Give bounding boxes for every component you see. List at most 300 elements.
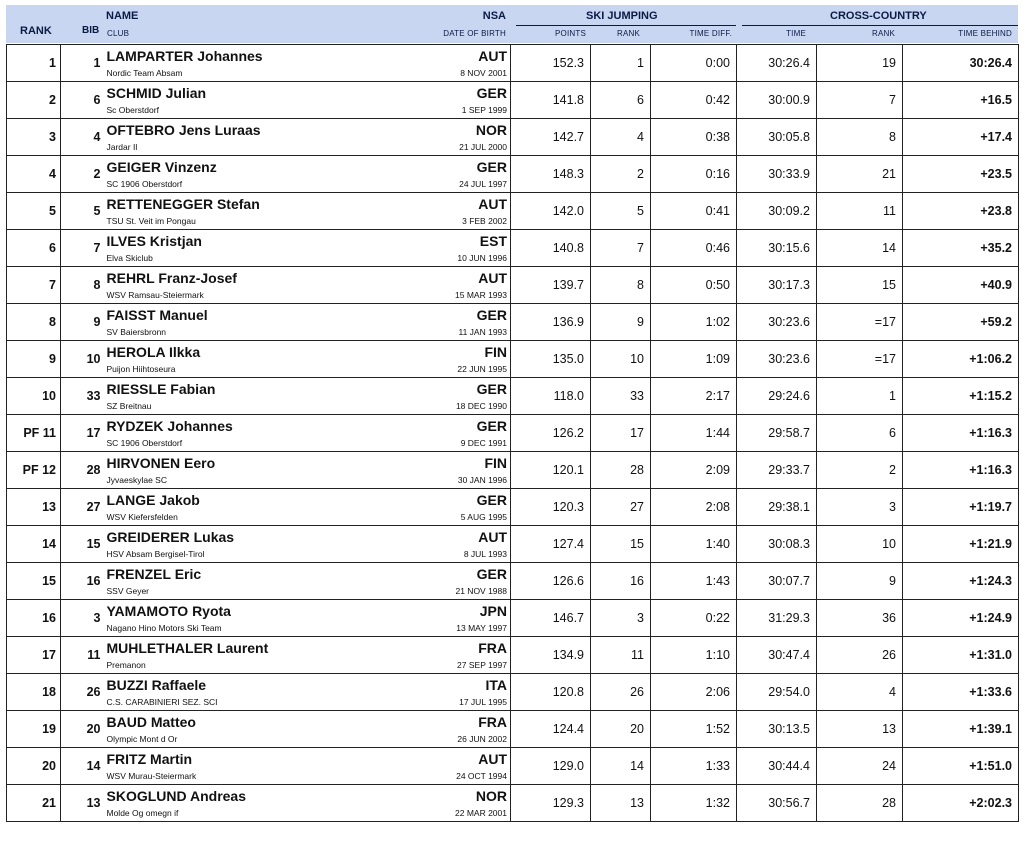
athlete-name: RYDZEK Johannes	[106, 418, 233, 434]
athlete-name: SKOGLUND Andreas	[106, 788, 247, 804]
rank-cell: 2	[7, 82, 61, 119]
time-behind-cell: +16.5	[903, 82, 1019, 119]
cc-rank-cell: 19	[817, 45, 903, 82]
athlete-dob: 24 JUL 1997	[459, 179, 507, 189]
rank-cell: 10	[7, 378, 61, 415]
athlete-club: Jyvaeskylae SC	[106, 475, 167, 485]
cc-time-cell: 29:54.0	[737, 674, 817, 711]
athlete-dob: 30 JAN 1996	[457, 475, 507, 485]
athlete-nsa: GER	[476, 307, 507, 323]
table-row	[7, 230, 1019, 267]
cc-rank-cell: 13	[817, 711, 903, 748]
rank-cell: 3	[7, 119, 61, 156]
points-cell: 134.9	[511, 637, 591, 674]
bib-cell: 7	[61, 230, 105, 267]
cc-rank-cell: 36	[817, 600, 903, 637]
athlete-nsa: GER	[476, 381, 507, 397]
time-behind-cell: +1:51.0	[903, 748, 1019, 785]
points-cell: 135.0	[511, 341, 591, 378]
athlete-cell	[105, 156, 511, 193]
time-behind-cell: +1:24.9	[903, 600, 1019, 637]
athlete-dob: 18 DEC 1990	[455, 401, 507, 411]
cc-time-cell: 30:56.7	[737, 785, 817, 822]
cc-rank-cell: =17	[817, 304, 903, 341]
athlete-club: Premanon	[106, 660, 146, 670]
athlete-club: HSV Absam Bergisel-Tirol	[106, 549, 205, 559]
athlete-cell	[105, 341, 511, 378]
rank-cell: 14	[7, 526, 61, 563]
cc-time-cell: 30:07.7	[737, 563, 817, 600]
points-header: POINTS	[555, 29, 586, 38]
sj-rank-cell: 1	[591, 45, 651, 82]
cc-time-cell: 30:23.6	[737, 341, 817, 378]
rank-cell: 15	[7, 563, 61, 600]
sj-rank-cell: 16	[591, 563, 651, 600]
cc-rank-cell: 28	[817, 785, 903, 822]
nsa-header: NSA	[482, 10, 506, 22]
sj-rank-cell: 27	[591, 489, 651, 526]
athlete-cell	[105, 45, 511, 82]
bib-cell: 33	[61, 378, 105, 415]
athlete-nsa: FRA	[478, 640, 507, 656]
athlete-nsa: GER	[476, 566, 507, 582]
athlete-cell	[105, 304, 511, 341]
rank-cell: PF 11	[7, 415, 61, 452]
table-row	[7, 415, 1019, 452]
sj-rank-cell: 9	[591, 304, 651, 341]
ski-jumping-header: SKI JUMPING	[586, 10, 658, 22]
athlete-nsa: AUT	[478, 196, 507, 212]
cc-time-cell: 30:33.9	[737, 156, 817, 193]
athlete-club: SC 1906 Oberstdorf	[106, 179, 183, 189]
time-diff-cell: 1:09	[651, 341, 737, 378]
bib-cell: 16	[61, 563, 105, 600]
athlete-cell	[105, 600, 511, 637]
cc-rank-cell: 11	[817, 193, 903, 230]
cc-time-cell: 29:38.1	[737, 489, 817, 526]
table-row	[7, 785, 1019, 822]
points-cell: 124.4	[511, 711, 591, 748]
time-diff-cell: 2:08	[651, 489, 737, 526]
table-header	[6, 5, 1018, 43]
athlete-club: Olympic Mont d Or	[106, 734, 178, 744]
athlete-club: Sc Oberstdorf	[106, 105, 159, 115]
athlete-nsa: FIN	[484, 455, 507, 471]
cc-rank-cell: 10	[817, 526, 903, 563]
athlete-cell	[105, 748, 511, 785]
points-cell: 120.1	[511, 452, 591, 489]
athlete-name: LANGE Jakob	[106, 492, 200, 508]
time-behind-cell: +1:16.3	[903, 452, 1019, 489]
athlete-dob: 8 NOV 2001	[460, 68, 507, 78]
athlete-cell	[105, 452, 511, 489]
athlete-club: SSV Geyer	[106, 586, 150, 596]
athlete-name: GEIGER Vinzenz	[106, 159, 217, 175]
athlete-dob: 22 JUN 1995	[457, 364, 507, 374]
points-cell: 141.8	[511, 82, 591, 119]
cc-time-cell: 30:15.6	[737, 230, 817, 267]
athlete-cell	[105, 489, 511, 526]
points-cell: 126.6	[511, 563, 591, 600]
time-diff-cell: 2:06	[651, 674, 737, 711]
time-diff-cell: 0:46	[651, 230, 737, 267]
cc-time-cell: 30:08.3	[737, 526, 817, 563]
time-diff-cell: 0:22	[651, 600, 737, 637]
table-row	[7, 304, 1019, 341]
athlete-name: FRITZ Martin	[106, 751, 193, 767]
name-header: NAME	[106, 10, 139, 22]
sj-rank-cell: 7	[591, 230, 651, 267]
cross-country-underline	[742, 25, 1018, 26]
rank-cell: PF 12	[7, 452, 61, 489]
cc-rank-cell: 14	[817, 230, 903, 267]
athlete-dob: 10 JUN 1996	[457, 253, 507, 263]
bib-cell: 15	[61, 526, 105, 563]
rank-cell: 21	[7, 785, 61, 822]
rank-cell: 1	[7, 45, 61, 82]
athlete-name: HIRVONEN Eero	[106, 455, 216, 471]
time-diff-cell: 0:41	[651, 193, 737, 230]
athlete-cell	[105, 637, 511, 674]
bib-cell: 20	[61, 711, 105, 748]
table-row	[7, 637, 1019, 674]
cross-country-header: CROSS-COUNTRY	[830, 10, 927, 22]
athlete-dob: 11 JAN 1993	[458, 327, 507, 337]
bib-cell: 1	[61, 45, 105, 82]
table-row	[7, 748, 1019, 785]
athlete-nsa: GER	[476, 85, 507, 101]
time-behind-cell: +1:19.7	[903, 489, 1019, 526]
time-behind-cell: +1:39.1	[903, 711, 1019, 748]
cc-time-cell: 30:05.8	[737, 119, 817, 156]
table-row	[7, 82, 1019, 119]
athlete-cell	[105, 674, 511, 711]
athlete-nsa: AUT	[478, 270, 507, 286]
points-cell: 136.9	[511, 304, 591, 341]
athlete-dob: 24 OCT 1994	[456, 771, 507, 781]
points-cell: 129.0	[511, 748, 591, 785]
athlete-club: Jardar Il	[106, 142, 138, 152]
bib-header: BIB	[82, 25, 100, 36]
athlete-dob: 27 SEP 1997	[457, 660, 507, 670]
cc-rank-cell: 26	[817, 637, 903, 674]
cc-time-cell: 30:26.4	[737, 45, 817, 82]
points-cell: 120.3	[511, 489, 591, 526]
bib-cell: 10	[61, 341, 105, 378]
time-behind-cell: +1:15.2	[903, 378, 1019, 415]
time-behind-cell: +59.2	[903, 304, 1019, 341]
bib-cell: 11	[61, 637, 105, 674]
athlete-cell	[105, 563, 511, 600]
athlete-cell	[105, 785, 511, 822]
results-table	[6, 44, 1019, 822]
athlete-name: ILVES Kristjan	[106, 233, 202, 249]
table-row	[7, 378, 1019, 415]
athlete-cell	[105, 230, 511, 267]
athlete-nsa: GER	[476, 492, 507, 508]
bib-cell: 8	[61, 267, 105, 304]
athlete-nsa: NOR	[475, 122, 507, 138]
sj-rank-cell: 20	[591, 711, 651, 748]
athlete-dob: 13 MAY 1997	[456, 623, 507, 633]
athlete-dob: 1 SEP 1999	[461, 105, 507, 115]
athlete-club: C.S. CARABINIERI SEZ. SCI	[106, 697, 218, 707]
points-cell: 142.0	[511, 193, 591, 230]
points-cell: 127.4	[511, 526, 591, 563]
cc-rank-cell: 3	[817, 489, 903, 526]
athlete-cell	[105, 119, 511, 156]
athlete-nsa: FRA	[478, 714, 507, 730]
athlete-name: SCHMID Julian	[106, 85, 207, 101]
table-row	[7, 711, 1019, 748]
athlete-dob: 5 AUG 1995	[460, 512, 507, 522]
athlete-cell	[105, 82, 511, 119]
time-diff-cell: 0:42	[651, 82, 737, 119]
time-diff-cell: 1:10	[651, 637, 737, 674]
rank-cell: 6	[7, 230, 61, 267]
sj-rank-cell: 5	[591, 193, 651, 230]
athlete-name: RETTENEGGER Stefan	[106, 196, 260, 212]
rank-cell: 8	[7, 304, 61, 341]
time-diff-cell: 1:02	[651, 304, 737, 341]
time-behind-cell: +40.9	[903, 267, 1019, 304]
athlete-nsa: FIN	[484, 344, 507, 360]
sj-rank-cell: 10	[591, 341, 651, 378]
time-diff-cell: 2:17	[651, 378, 737, 415]
athlete-club: Puijon Hiihtoseura	[106, 364, 176, 374]
rank-cell: 13	[7, 489, 61, 526]
cc-rank-cell: 9	[817, 563, 903, 600]
athlete-nsa: JPN	[479, 603, 507, 619]
sj-rank-cell: 15	[591, 526, 651, 563]
athlete-nsa: GER	[476, 418, 507, 434]
cc-time-cell: 30:13.5	[737, 711, 817, 748]
table-row	[7, 600, 1019, 637]
cc-rank-cell: 7	[817, 82, 903, 119]
points-cell: 129.3	[511, 785, 591, 822]
bib-cell: 3	[61, 600, 105, 637]
athlete-club: SC 1906 Oberstdorf	[106, 438, 183, 448]
cc-time-cell: 30:17.3	[737, 267, 817, 304]
table-row	[7, 452, 1019, 489]
time-behind-cell: +35.2	[903, 230, 1019, 267]
athlete-name: REHRL Franz-Josef	[106, 270, 237, 286]
time-behind-cell: +17.4	[903, 119, 1019, 156]
athlete-dob: 26 JUN 2002	[457, 734, 507, 744]
time-behind-cell: +23.5	[903, 156, 1019, 193]
time-diff-header: TIME DIFF.	[689, 29, 732, 38]
bib-cell: 28	[61, 452, 105, 489]
athlete-name: FAISST Manuel	[106, 307, 208, 323]
rank-cell: 17	[7, 637, 61, 674]
cc-rank-cell: 2	[817, 452, 903, 489]
club-header: CLUB	[107, 29, 130, 38]
cc-rank-cell: =17	[817, 341, 903, 378]
time-diff-cell: 1:43	[651, 563, 737, 600]
bib-cell: 6	[61, 82, 105, 119]
cc-time-cell: 30:09.2	[737, 193, 817, 230]
time-diff-cell: 1:33	[651, 748, 737, 785]
ski-jumping-underline	[516, 25, 736, 26]
sj-rank-header: RANK	[617, 29, 641, 38]
athlete-name: HEROLA Ilkka	[106, 344, 201, 360]
athlete-dob: 21 JUL 2000	[459, 142, 507, 152]
athlete-name: OFTEBRO Jens Luraas	[106, 122, 261, 138]
table-row	[7, 156, 1019, 193]
cc-time-cell: 31:29.3	[737, 600, 817, 637]
athlete-name: GREIDERER Lukas	[106, 529, 235, 545]
time-behind-cell: +23.8	[903, 193, 1019, 230]
table-row	[7, 193, 1019, 230]
table-row	[7, 341, 1019, 378]
athlete-dob: 22 MAR 2001	[455, 808, 507, 818]
rank-cell: 4	[7, 156, 61, 193]
athlete-nsa: AUT	[478, 751, 507, 767]
bib-cell: 9	[61, 304, 105, 341]
sj-rank-cell: 11	[591, 637, 651, 674]
cc-time-cell: 30:47.4	[737, 637, 817, 674]
athlete-name: LAMPARTER Johannes	[106, 48, 263, 64]
points-cell: 126.2	[511, 415, 591, 452]
cc-time-cell: 30:00.9	[737, 82, 817, 119]
points-cell: 146.7	[511, 600, 591, 637]
bib-cell: 2	[61, 156, 105, 193]
time-behind-cell: +1:16.3	[903, 415, 1019, 452]
time-diff-cell: 0:38	[651, 119, 737, 156]
dob-header: DATE OF BIRTH	[443, 29, 506, 38]
cc-time-cell: 29:33.7	[737, 452, 817, 489]
athlete-cell	[105, 193, 511, 230]
time-diff-cell: 0:16	[651, 156, 737, 193]
athlete-name: BAUD Matteo	[106, 714, 196, 730]
time-diff-cell: 1:44	[651, 415, 737, 452]
cc-time-cell: 30:44.4	[737, 748, 817, 785]
athlete-club: WSV Murau-Steiermark	[106, 771, 197, 781]
athlete-dob: 15 MAR 1993	[455, 290, 507, 300]
sj-rank-cell: 2	[591, 156, 651, 193]
bib-cell: 5	[61, 193, 105, 230]
cc-time-cell: 29:24.6	[737, 378, 817, 415]
athlete-club: Nordic Team Absam	[106, 68, 183, 78]
time-behind-cell: 30:26.4	[903, 45, 1019, 82]
sj-rank-cell: 8	[591, 267, 651, 304]
athlete-cell	[105, 267, 511, 304]
sj-rank-cell: 26	[591, 674, 651, 711]
rank-header: RANK	[20, 25, 52, 37]
athlete-cell	[105, 526, 511, 563]
time-behind-header: TIME BEHIND	[958, 29, 1012, 38]
time-diff-cell: 0:50	[651, 267, 737, 304]
athlete-club: Elva Skiclub	[106, 253, 153, 263]
time-header: TIME	[786, 29, 806, 38]
table-row	[7, 674, 1019, 711]
points-cell: 139.7	[511, 267, 591, 304]
rank-cell: 7	[7, 267, 61, 304]
time-behind-cell: +1:06.2	[903, 341, 1019, 378]
athlete-club: TSU St. Veit im Pongau	[106, 216, 196, 226]
cc-rank-cell: 21	[817, 156, 903, 193]
table-row	[7, 45, 1019, 82]
points-cell: 140.8	[511, 230, 591, 267]
athlete-nsa: AUT	[478, 529, 507, 545]
cc-rank-cell: 24	[817, 748, 903, 785]
athlete-name: RIESSLE Fabian	[106, 381, 216, 397]
bib-cell: 13	[61, 785, 105, 822]
athlete-dob: 21 NOV 1988	[455, 586, 507, 596]
bib-cell: 17	[61, 415, 105, 452]
cc-rank-cell: 4	[817, 674, 903, 711]
rank-cell: 20	[7, 748, 61, 785]
athlete-nsa: GER	[476, 159, 507, 175]
time-behind-cell: +1:21.9	[903, 526, 1019, 563]
athlete-club: Nagano Hino Motors Ski Team	[106, 623, 222, 633]
athlete-name: YAMAMOTO Ryota	[106, 603, 231, 619]
table-row	[7, 267, 1019, 304]
athlete-club: Molde Og omegn if	[106, 808, 179, 818]
bib-cell: 27	[61, 489, 105, 526]
athlete-cell	[105, 378, 511, 415]
rank-cell: 18	[7, 674, 61, 711]
athlete-dob: 3 FEB 2002	[462, 216, 507, 226]
athlete-dob: 8 JUL 1993	[463, 549, 507, 559]
table-row	[7, 119, 1019, 156]
sj-rank-cell: 4	[591, 119, 651, 156]
sj-rank-cell: 3	[591, 600, 651, 637]
athlete-cell	[105, 711, 511, 748]
athlete-dob: 17 JUL 1995	[459, 697, 507, 707]
sj-rank-cell: 17	[591, 415, 651, 452]
time-behind-cell: +1:31.0	[903, 637, 1019, 674]
table-row	[7, 489, 1019, 526]
cc-time-cell: 30:23.6	[737, 304, 817, 341]
rank-cell: 5	[7, 193, 61, 230]
table-row	[7, 526, 1019, 563]
time-diff-cell: 2:09	[651, 452, 737, 489]
athlete-cell	[105, 415, 511, 452]
points-cell: 152.3	[511, 45, 591, 82]
cc-time-cell: 29:58.7	[737, 415, 817, 452]
athlete-nsa: AUT	[478, 48, 507, 64]
rank-cell: 16	[7, 600, 61, 637]
athlete-name: BUZZI Raffaele	[106, 677, 207, 693]
time-diff-cell: 0:00	[651, 45, 737, 82]
bib-cell: 4	[61, 119, 105, 156]
time-behind-cell: +1:33.6	[903, 674, 1019, 711]
time-behind-cell: +1:24.3	[903, 563, 1019, 600]
cc-rank-cell: 15	[817, 267, 903, 304]
athlete-nsa: NOR	[475, 788, 507, 804]
rank-cell: 19	[7, 711, 61, 748]
sj-rank-cell: 6	[591, 82, 651, 119]
cc-rank-cell: 6	[817, 415, 903, 452]
time-diff-cell: 1:40	[651, 526, 737, 563]
cc-rank-cell: 1	[817, 378, 903, 415]
sj-rank-cell: 14	[591, 748, 651, 785]
athlete-name: FRENZEL Eric	[106, 566, 202, 582]
athlete-nsa: ITA	[485, 677, 507, 693]
sj-rank-cell: 33	[591, 378, 651, 415]
athlete-name: MUHLETHALER Laurent	[106, 640, 269, 656]
table-row	[7, 563, 1019, 600]
points-cell: 120.8	[511, 674, 591, 711]
time-behind-cell: +2:02.3	[903, 785, 1019, 822]
sj-rank-cell: 28	[591, 452, 651, 489]
athlete-club: WSV Kiefersfelden	[106, 512, 178, 522]
athlete-club: WSV Ramsau-Steiermark	[106, 290, 204, 300]
bib-cell: 26	[61, 674, 105, 711]
athlete-club: SV Baiersbronn	[106, 327, 167, 337]
points-cell: 148.3	[511, 156, 591, 193]
